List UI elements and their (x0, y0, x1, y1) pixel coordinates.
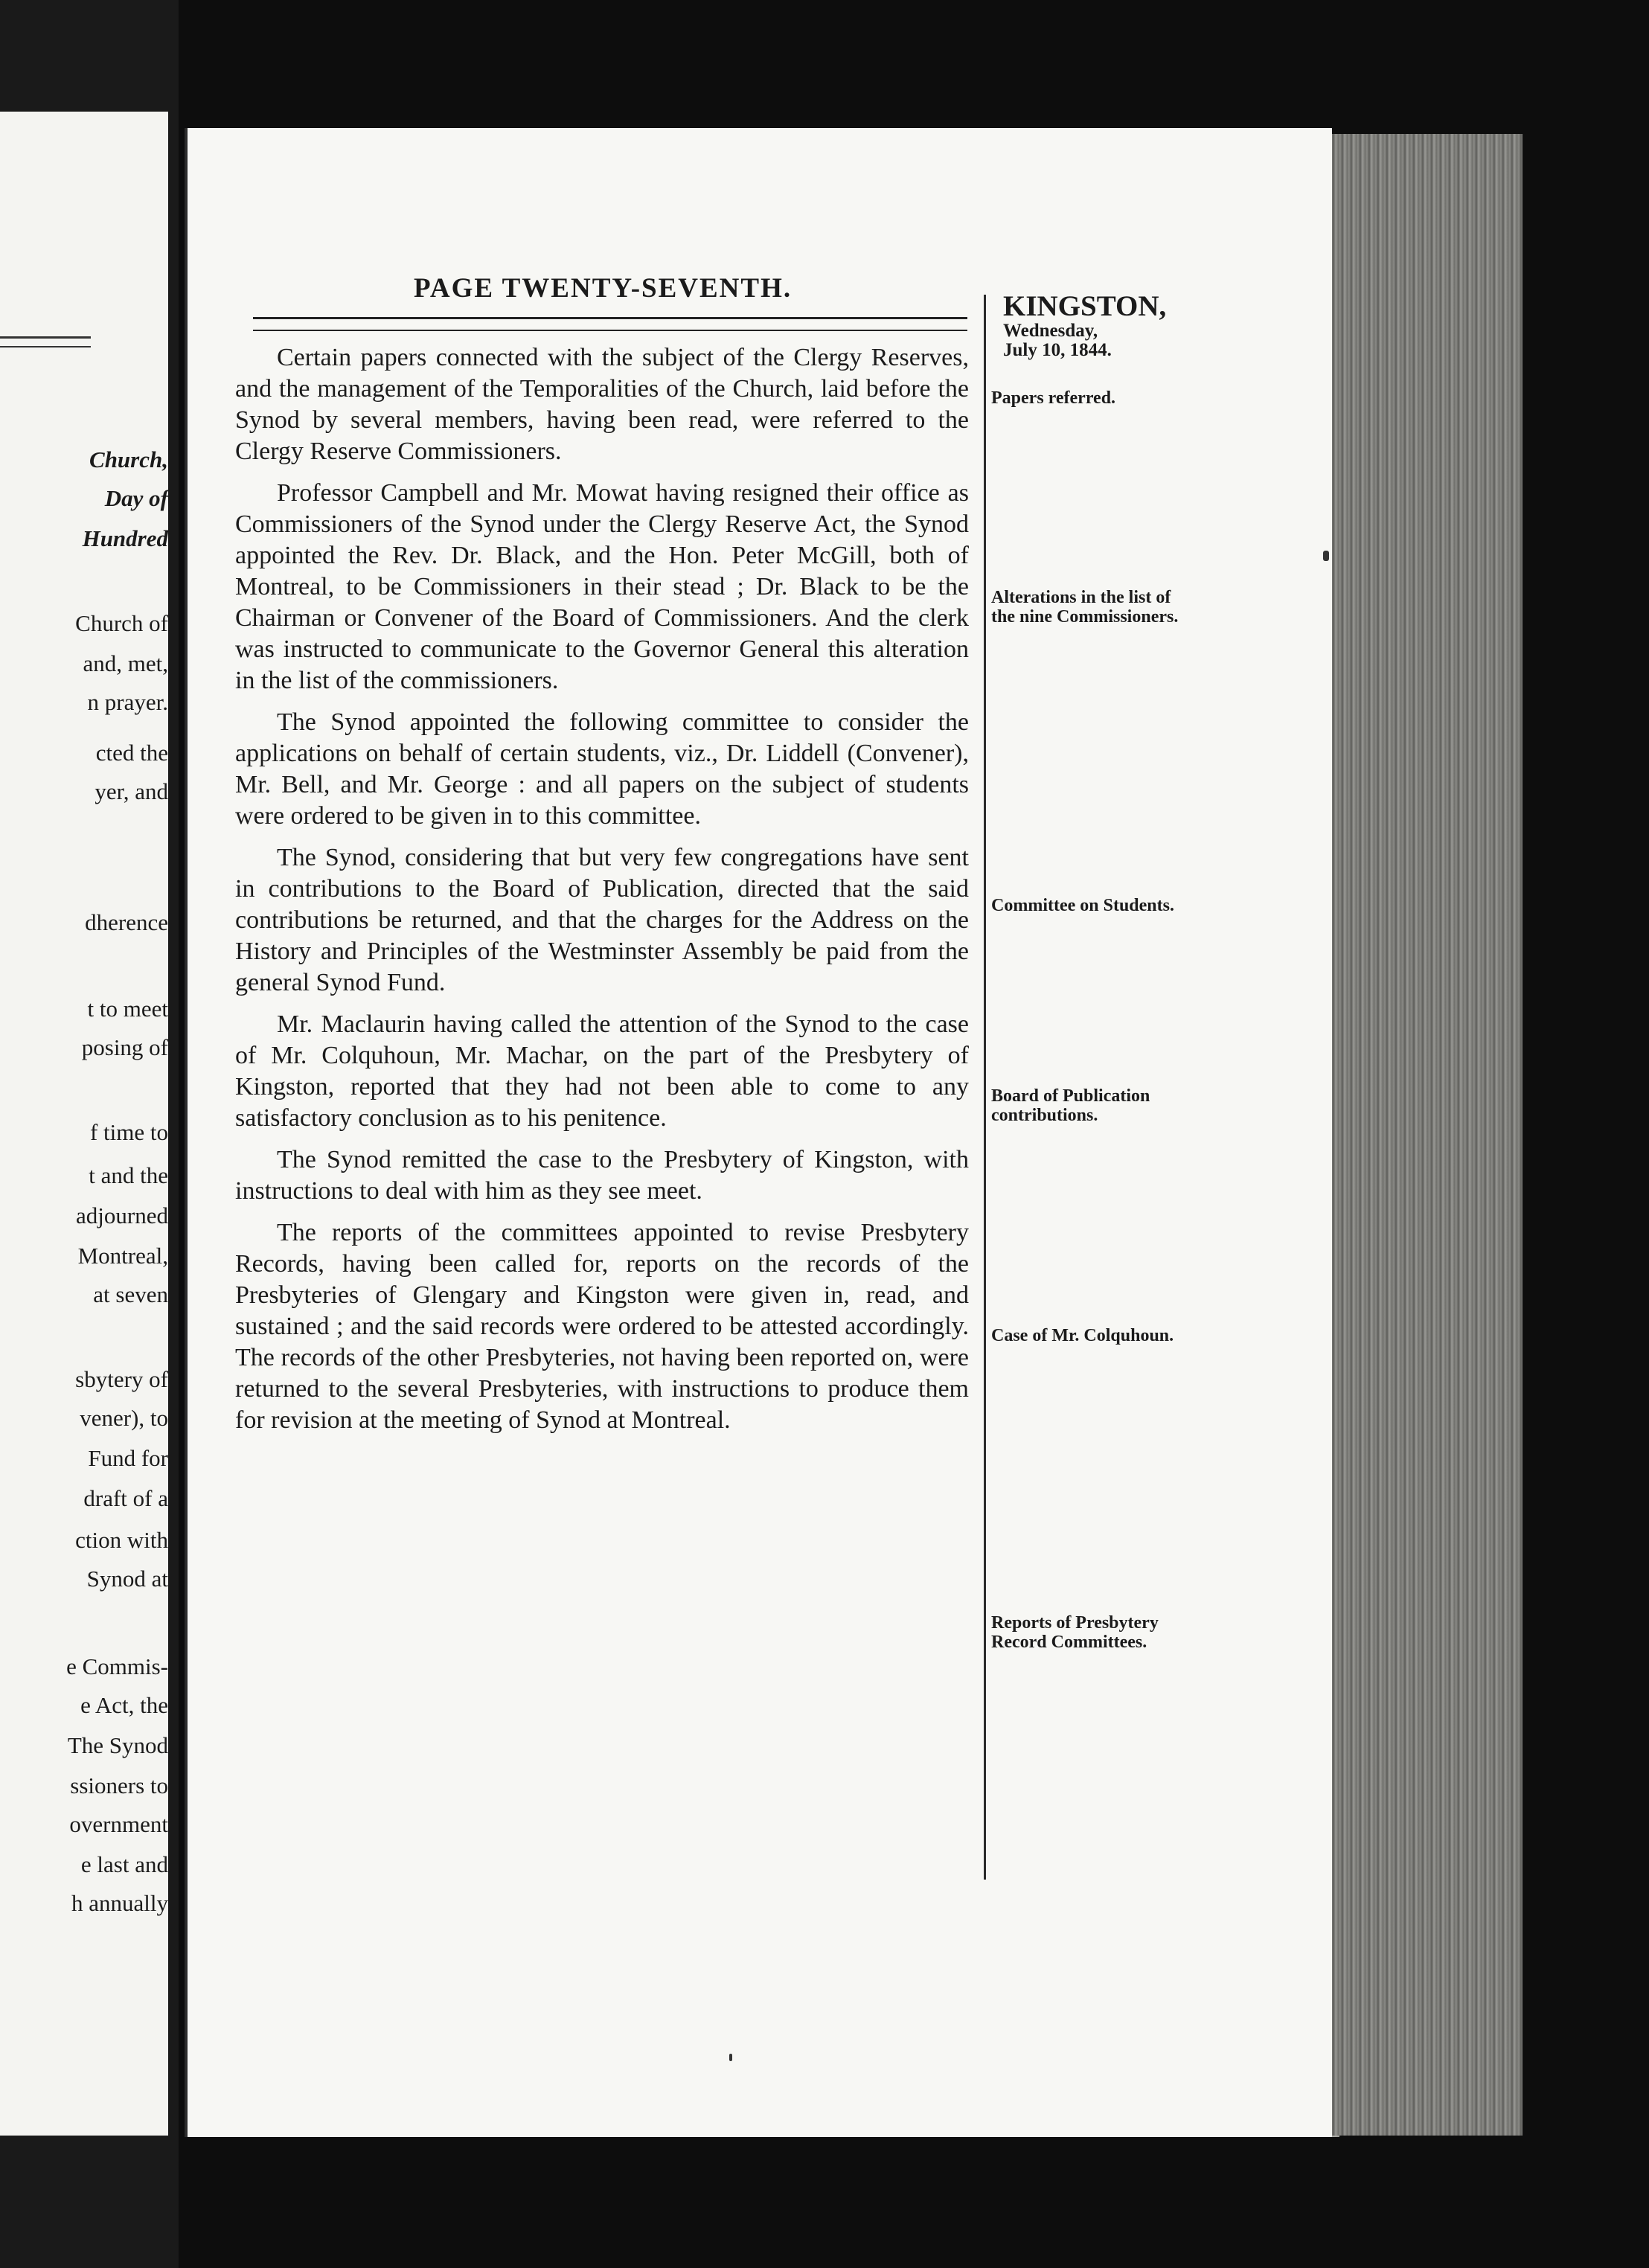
left-page-fragment: ction with (75, 1527, 168, 1553)
paragraph: Certain papers connected with the subject of the Clergy Reserves, and the management of the Temporalities of the Church, laid before the Synod by several members, having been read, were referred to the Clergy Reserve Commissioners. (235, 344, 969, 465)
left-page-fragment: e last and (80, 1851, 168, 1877)
margin-note-publication: Board of Publication contributions. (991, 1086, 1150, 1125)
paragraph: Professor Campbell and Mr. Mowat having resigned their office as Commissioners of the Synod under the Clergy Reserve Act, the Synod appointed the Rev. Dr. Black, and the Hon. Peter McGill, both of Montreal, to be Commissioners in their stead ; Dr. Black to be the Chairman or Convener of the Board of Commissioners. And the clerk was instructed to communicate to the Governor General this alteration in the list of the commissioners. (235, 479, 969, 694)
left-page-fragment: Fund for (88, 1445, 168, 1471)
running-head: PAGE TWENTY-SEVENTH. (414, 273, 793, 304)
paragraph: Mr. Maclaurin having called the attention of the Synod to the case of Mr. Colquhoun, Mr. Machar, on the part of the Presbytery of Kingston, reported that they had not been able to come to any satisfactory conclusion as to his penitence. (235, 1010, 969, 1132)
margin-vertical-rule (984, 295, 986, 1880)
margin-note-papers: Papers referred. (991, 388, 1116, 408)
left-page-rule (0, 336, 91, 347)
margin-day: Wednesday, (1003, 321, 1098, 341)
book-page-edges (1329, 134, 1522, 2136)
left-page-fragment: e Act, the (80, 1692, 168, 1718)
left-page-fragment: draft of a (83, 1485, 168, 1511)
left-page-fragment: Day of (104, 485, 168, 511)
left-page-fragment: posing of (81, 1034, 168, 1060)
left-page-fragment: cted the (95, 740, 168, 766)
left-page-fragment: Montreal, (77, 1243, 168, 1269)
left-page-fragment: f time to (89, 1119, 168, 1145)
left-page-fragment: t and the (89, 1162, 168, 1188)
left-page-fragment: overnment (69, 1811, 168, 1837)
margin-note-colquhoun: Case of Mr. Colquhoun. (991, 1326, 1174, 1345)
paragraph: The Synod, considering that but very few congregations have sent in contributions to the Board of Publication, directed that the said contributions be returned, and that the charges for the Address on the History and Principles of the Westminster Assembly be paid from the general Synod Fund. (235, 844, 969, 996)
left-page-fragment: at seven (93, 1281, 168, 1307)
left-page-fragment: and, met, (83, 650, 168, 676)
margin-note-students: Committee on Students. (991, 896, 1174, 915)
left-page-fragment: e Commis- (66, 1653, 168, 1679)
paragraph: The Synod appointed the following committee to consider the applications on behalf of certain students, viz., Dr. Liddell (Convener), Mr. Bell, and Mr. George : and all papers on the subject of students were ordered to be given in to this committee. (235, 708, 969, 830)
left-facing-page (0, 112, 168, 2136)
left-page-fragment: Church, (89, 446, 168, 472)
left-page-fragment: The Synod (67, 1732, 168, 1758)
left-page-fragment: yer, and (95, 778, 168, 804)
left-page-fragment: Hundred (82, 525, 168, 551)
margin-date: July 10, 1844. (1003, 340, 1112, 360)
ink-speck (1323, 551, 1329, 561)
left-page-fragment: n prayer. (87, 689, 168, 715)
left-page-fragment: adjourned (76, 1202, 168, 1228)
left-page-fragment: Church of (75, 610, 168, 636)
left-page-fragment: t to meet (87, 996, 168, 1022)
paragraph: The Synod remitted the case to the Presbytery of Kingston, with instructions to deal with him as they see meet. (235, 1146, 969, 1205)
margin-heading: KINGSTON, (1003, 290, 1167, 322)
body-text (235, 342, 969, 1447)
ink-speck (729, 2054, 732, 2061)
left-page-fragment: ssioners to (70, 1772, 168, 1798)
paragraph: The reports of the committees appointed to revise Presbytery Records, having been called for, reports on the records of the Presbyteries of Glengary and Kingston were given in, read, and sustained ; and the said records were ordered to be attested accordingly. The records of the other Presbyteries, not having been reported on, were returned to the several Presbyteries, with instructions to produce them for revision at the meeting of Synod at Montreal. (235, 1219, 969, 1434)
margin-note-records: Reports of Presbytery Record Committees. (991, 1613, 1159, 1652)
left-page-fragment: h annually (71, 1890, 168, 1916)
left-page-fragment: Synod at (86, 1566, 168, 1592)
left-page-fragment: sbytery of (75, 1366, 168, 1392)
left-page-fragment: vener), to (80, 1405, 168, 1431)
margin-note-alterations: Alterations in the list of the nine Commissioners. (991, 588, 1179, 627)
margin-date-block (1003, 321, 1112, 360)
left-page-fragment: dherence (85, 909, 168, 935)
header-double-rule (253, 317, 967, 331)
